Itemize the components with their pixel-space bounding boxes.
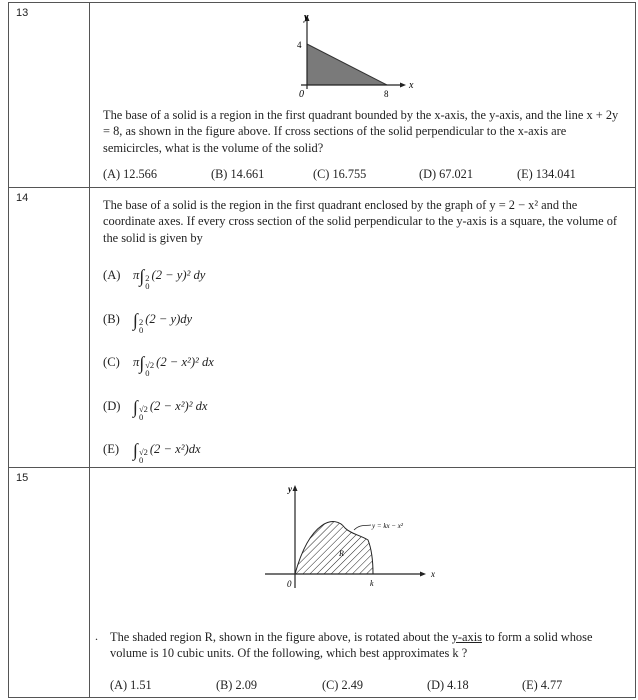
option-label: (D) xyxy=(103,399,121,413)
integrand: (2 − y)² dy xyxy=(151,268,206,282)
lower-limit: 0 xyxy=(138,455,144,465)
upper-limit: √2 xyxy=(145,360,155,370)
q14-option-c[interactable] xyxy=(103,353,214,377)
question-number-cell xyxy=(9,468,90,697)
q15-choice-d[interactable]: (D) 4.18 xyxy=(427,678,469,692)
question-number: 15 xyxy=(16,472,29,484)
integrand: (2 − y)dy xyxy=(145,312,193,326)
q13-choice-e[interactable]: (E) 134.041 xyxy=(517,167,576,181)
q13-origin-label: 0 xyxy=(299,89,304,99)
q13-shaded-triangle xyxy=(307,44,387,85)
q15-bullet: . xyxy=(95,629,98,643)
option-prefix: π xyxy=(133,355,140,369)
q15-choices xyxy=(110,678,630,694)
lower-limit: 0 xyxy=(138,412,144,422)
q15-prompt-part: The shaded region R, shown in the figure above, is rotated about the xyxy=(110,630,452,644)
question-15-row xyxy=(8,468,636,698)
worksheet xyxy=(8,2,636,698)
upper-limit: 2 xyxy=(145,273,150,283)
q15-prompt-underlined: y-axis xyxy=(451,630,482,644)
integrand: (2 − x²)² dx xyxy=(149,399,208,413)
question-number: 13 xyxy=(16,7,29,19)
option-label: (A) xyxy=(103,268,121,282)
question-14-row xyxy=(8,188,636,468)
q15-x-label: x xyxy=(431,569,435,579)
q14-prompt: The base of a solid is the region in the first quadrant enclosed by the graph of y = 2 − x² and the coordinate axes. If every cross section of the solid perpendicular to the y-axis is a square, the volume of the solid is given by xyxy=(103,198,618,245)
integrand: (2 − x²)dx xyxy=(149,442,201,456)
q15-region-label: R xyxy=(339,549,344,558)
q14-option-b[interactable] xyxy=(103,310,192,334)
q13-y-intercept-label: 4 xyxy=(297,40,302,50)
q15-choice-b[interactable]: (B) 2.09 xyxy=(216,678,257,692)
integral-sign-icon: ∫ xyxy=(133,440,138,460)
q13-x-label: x xyxy=(409,80,414,91)
option-label: (E) xyxy=(103,442,120,456)
q13-prompt: The base of a solid is a region in the first quadrant bounded by the x-axis, the y-axis, and the line x + 2y = 8, as shown in the figure above. If cross sections of the solid perpendicular to the x-axis are semicircles, what is the volume of the solid? xyxy=(103,108,619,155)
q15-k-label: k xyxy=(370,579,374,588)
q13-x-arrow-icon xyxy=(400,83,406,88)
q14-option-a[interactable] xyxy=(103,266,205,290)
upper-limit: √2 xyxy=(138,404,148,414)
option-prefix: π xyxy=(133,268,140,282)
q13-choices xyxy=(103,167,623,183)
question-number-cell xyxy=(9,188,90,467)
upper-limit: 2 xyxy=(138,317,144,327)
q13-figure xyxy=(275,9,421,99)
q13-choice-b[interactable]: (B) 14.661 xyxy=(211,167,265,181)
question-number: 14 xyxy=(16,192,29,204)
q13-y-label: y xyxy=(304,12,309,23)
lower-limit: 0 xyxy=(138,325,144,335)
q15-x-arrow-icon xyxy=(420,572,426,577)
question-number-cell xyxy=(9,3,90,187)
q15-choice-a[interactable]: (A) 1.51 xyxy=(110,678,152,692)
question-13-row xyxy=(8,2,636,188)
q14-option-e[interactable] xyxy=(103,440,201,464)
integrand: (2 − x²)² dx xyxy=(156,355,214,369)
integral-sign-icon: ∫ xyxy=(133,397,138,417)
q15-figure xyxy=(255,480,445,608)
q13-choice-d[interactable]: (D) 67.021 xyxy=(419,167,473,181)
q15-choice-e[interactable]: (E) 4.77 xyxy=(522,678,563,692)
q15-shaded-region xyxy=(295,522,373,574)
integral-sign-icon: ∫ xyxy=(139,353,145,373)
option-label: (B) xyxy=(103,312,120,326)
q13-choice-c[interactable]: (C) 16.755 xyxy=(313,167,367,181)
q13-choice-a[interactable]: (A) 12.566 xyxy=(103,167,157,181)
q15-origin-label: 0 xyxy=(287,579,292,589)
q15-curve-label: y = kx − x² xyxy=(372,522,403,530)
q15-choice-c[interactable]: (C) 2.49 xyxy=(322,678,363,692)
integral-sign-icon: ∫ xyxy=(139,266,145,286)
q13-x-intercept-label: 8 xyxy=(384,89,389,99)
q15-y-label: y xyxy=(288,484,292,494)
integral-sign-icon: ∫ xyxy=(133,310,138,330)
q15-prompt xyxy=(110,629,627,662)
option-label: (C) xyxy=(103,355,120,369)
q15-y-arrow-icon xyxy=(293,485,298,491)
lower-limit: 0 xyxy=(145,281,150,291)
q15-curve-label-leader xyxy=(354,525,371,530)
q14-option-d[interactable] xyxy=(103,397,208,421)
upper-limit: √2 xyxy=(138,447,148,457)
lower-limit: 0 xyxy=(145,368,150,378)
q15-prompt-part: to form a solid whose volume is 10 cubic units. Of the following, which best approximates k ? xyxy=(110,630,593,661)
